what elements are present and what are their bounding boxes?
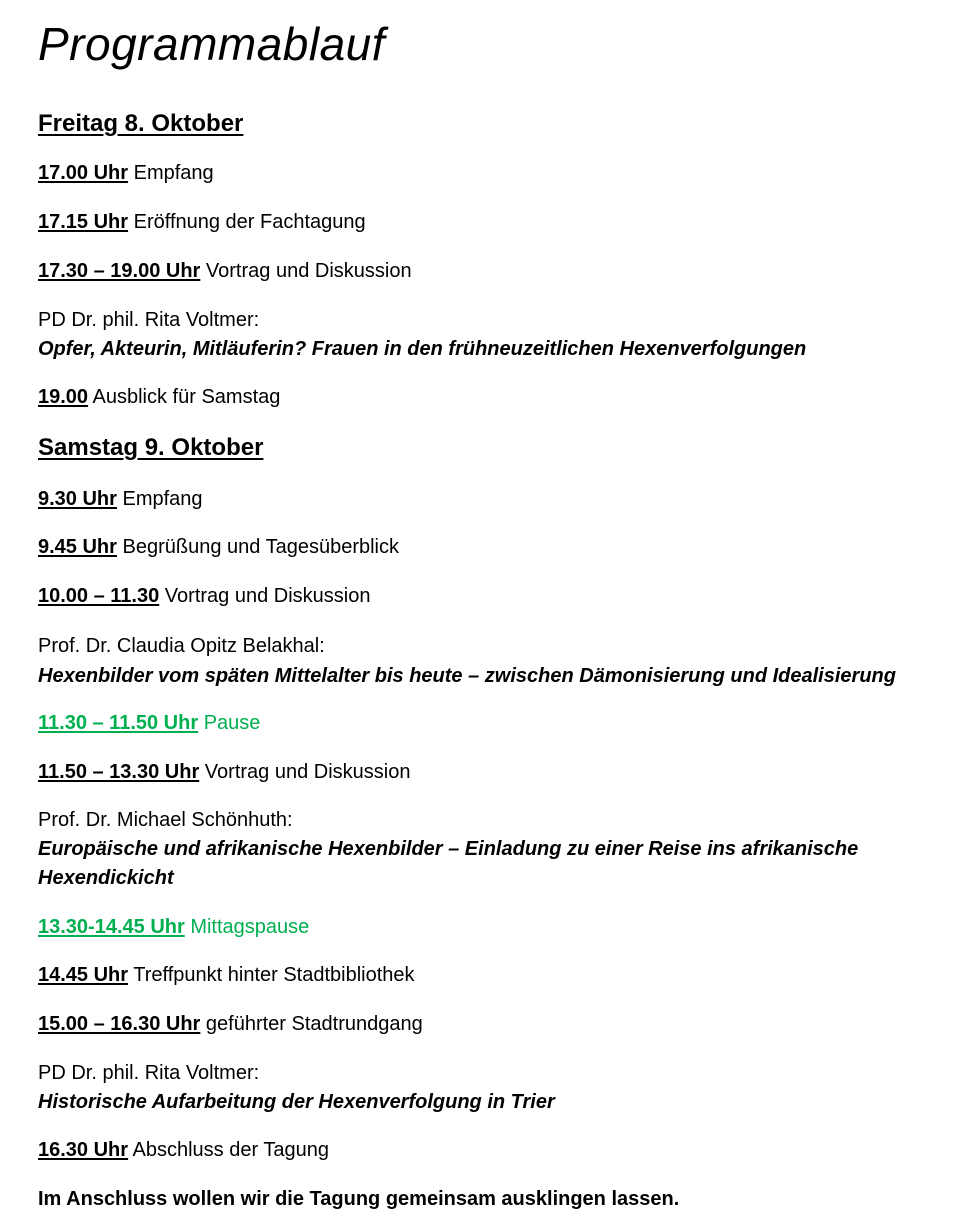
- item-time: 15.00 – 16.30 Uhr: [38, 1013, 201, 1035]
- break-item: [38, 914, 309, 940]
- item-time: 16.30 Uhr: [38, 1139, 129, 1161]
- item-text: Empfang: [122, 488, 203, 510]
- talk-title-line: Hexendickicht: [38, 867, 174, 889]
- day-heading-friday: Freitag 8. Oktober: [38, 110, 244, 137]
- schedule-item: [38, 384, 280, 410]
- item-time: 11.50 – 13.30 Uhr: [38, 761, 200, 783]
- break-time: 11.30 – 11.50 Uhr: [38, 712, 199, 734]
- page-title: Programmablauf: [38, 18, 386, 70]
- schedule-item: [38, 209, 366, 235]
- break-text: Mittagspause: [190, 916, 310, 938]
- item-time: 19.00: [38, 386, 89, 408]
- schedule-item: [38, 962, 415, 988]
- schedule-item: [38, 258, 412, 284]
- talk-title-line: Europäische und afrikanische Hexenbilder – Einladung zu einer Reise ins afrikanische: [38, 838, 859, 860]
- item-text: Begrüßung und Tagesüberblick: [122, 536, 399, 558]
- item-text: Vortrag und Diskussion: [204, 761, 411, 783]
- speaker-name: Prof. Dr. Michael Schönhuth:: [38, 809, 293, 831]
- talk-title: Hexenbilder vom späten Mittelalter bis heute – zwischen Dämonisierung und Idealisierung: [38, 665, 896, 687]
- schedule-item: [38, 1137, 329, 1163]
- item-text: Eröffnung der Fachtagung: [133, 211, 366, 233]
- item-text: Treffpunkt hinter Stadtbibliothek: [133, 964, 415, 986]
- break-item: [38, 710, 260, 736]
- item-time: 17.00 Uhr: [38, 162, 129, 184]
- talk-title: Opfer, Akteurin, Mitläuferin? Frauen in den frühneuzeitlichen Hexenverfolgungen: [38, 338, 807, 360]
- item-text: Ausblick für Samstag: [92, 386, 281, 408]
- item-text: geführter Stadtrundgang: [205, 1013, 423, 1035]
- item-text: Vortrag und Diskussion: [164, 585, 371, 607]
- item-time: 9.45 Uhr: [38, 536, 117, 558]
- item-time: 9.30 Uhr: [38, 488, 117, 510]
- day-heading-saturday: Samstag 9. Oktober: [38, 434, 264, 461]
- schedule-item: [38, 534, 399, 560]
- item-text: Vortrag und Diskussion: [205, 260, 412, 282]
- schedule-item: [38, 583, 370, 609]
- speaker-name: Prof. Dr. Claudia Opitz Belakhal:: [38, 635, 325, 657]
- talk-title: Historische Aufarbeitung der Hexenverfolgung in Trier: [38, 1091, 555, 1113]
- item-time: 10.00 – 11.30: [38, 585, 160, 607]
- schedule-item: [38, 160, 214, 186]
- item-time: 14.45 Uhr: [38, 964, 129, 986]
- item-text: Empfang: [133, 162, 214, 184]
- item-time: 17.30 – 19.00 Uhr: [38, 260, 201, 282]
- break-text: Pause: [203, 712, 261, 734]
- speaker-name: PD Dr. phil. Rita Voltmer:: [38, 309, 260, 331]
- closing-note: Im Anschluss wollen wir die Tagung gemeinsam ausklingen lassen.: [38, 1188, 680, 1210]
- schedule-item: [38, 486, 203, 512]
- break-time: 13.30-14.45 Uhr: [38, 916, 185, 938]
- item-time: 17.15 Uhr: [38, 211, 129, 233]
- schedule-item: [38, 759, 410, 785]
- item-text: Abschluss der Tagung: [132, 1139, 329, 1161]
- schedule-item: [38, 1011, 423, 1037]
- speaker-name: PD Dr. phil. Rita Voltmer:: [38, 1062, 260, 1084]
